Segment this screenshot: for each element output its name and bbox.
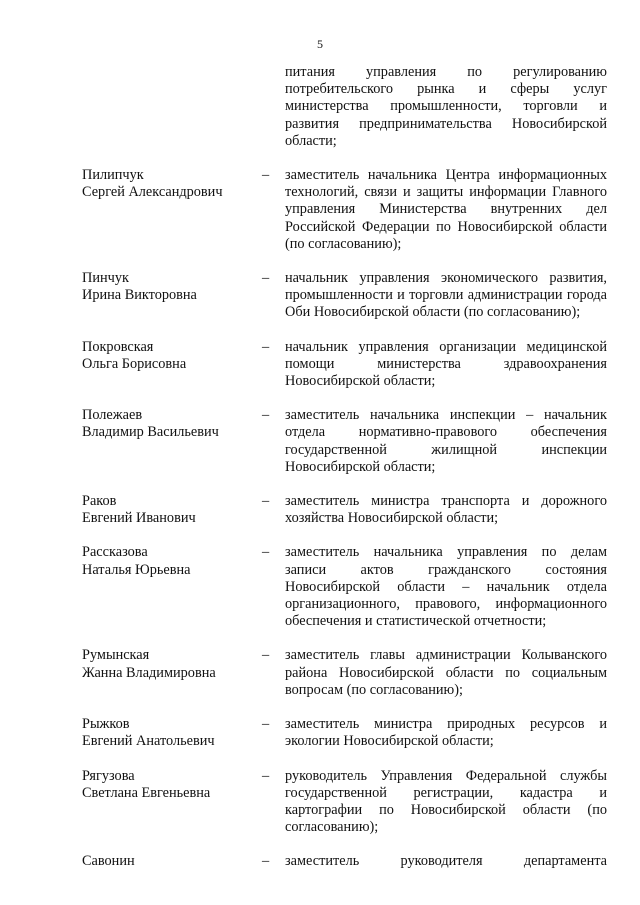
list-item xyxy=(0,716,640,750)
person-name xyxy=(82,716,257,750)
person-name xyxy=(82,339,257,373)
person-surname: Рассказова xyxy=(82,544,148,561)
entry-dash: – xyxy=(262,767,270,784)
entry-dash: – xyxy=(262,493,270,510)
list-item xyxy=(0,647,640,699)
list-item xyxy=(0,853,640,870)
person-given-names: Ирина Викторовна xyxy=(82,287,197,304)
person-name xyxy=(82,544,257,578)
person-name xyxy=(82,768,257,802)
person-given-names: Сергей Александрович xyxy=(82,184,223,201)
person-surname: Рягузова xyxy=(82,767,135,784)
person-given-names: Жанна Владимировна xyxy=(82,664,216,681)
entry-dash: – xyxy=(262,647,270,664)
member-list xyxy=(0,64,640,871)
list-item xyxy=(0,493,640,527)
person-surname: Савонин xyxy=(82,853,135,870)
person-name xyxy=(82,167,257,201)
page-number: 5 xyxy=(317,37,323,51)
person-given-names: Евгений Анатольевич xyxy=(82,733,215,750)
entry-dash: – xyxy=(262,167,270,184)
list-item xyxy=(0,768,640,837)
person-name xyxy=(82,647,257,681)
list-item xyxy=(0,407,640,476)
list-item xyxy=(0,544,640,630)
entry-dash: – xyxy=(262,338,270,355)
entry-description: заместитель начальника инспекции – начальник отдела нормативно-правового обеспечения государственной жилищной инспекции Новосибирской области; xyxy=(285,407,607,475)
entry-description: заместитель руководителя департамента xyxy=(285,853,607,870)
entry-description: начальник управления организации медицинской помощи министерства здравоохранения Новосибирской области; xyxy=(285,338,607,390)
entry-description: заместитель начальника управления по делам записи актов гражданского состояния Новосибирской области – начальник отдела организационного, правового, информационного обеспечения и статистической отчетности; xyxy=(285,544,607,630)
person-name xyxy=(82,270,257,304)
list-item xyxy=(0,270,640,322)
person-surname: Раков xyxy=(82,493,117,510)
person-given-names: Ольга Борисовна xyxy=(82,355,187,372)
person-given-names: Владимир Васильевич xyxy=(82,424,219,441)
person-given-names: Наталья Юрьевна xyxy=(82,561,191,578)
entry-dash: – xyxy=(262,407,270,424)
list-item xyxy=(0,167,640,253)
person-given-names: Светлана Евгеньевна xyxy=(82,784,211,801)
person-surname: Пинчук xyxy=(82,270,129,287)
person-given-names: Евгений Иванович xyxy=(82,510,196,527)
person-surname: Рыжков xyxy=(82,716,130,733)
person-surname: Полежаев xyxy=(82,407,143,424)
list-item-continuation xyxy=(0,64,640,150)
entry-dash: – xyxy=(262,270,270,287)
person-surname: Покровская xyxy=(82,338,154,355)
entry-description: руководитель Управления Федеральной службы государственной регистрации, кадастра и картографии по Новосибирской области (по согласованию); xyxy=(285,767,607,836)
person-surname: Румынская xyxy=(82,647,150,664)
entry-description: заместитель начальника Центра информационных технологий, связи и защиты информации Главного управления Министерства внутренних дел Российской Федерации по Новосибирской области (по согласованию); xyxy=(285,167,607,252)
entry-dash: – xyxy=(262,716,270,733)
person-surname: Пилипчук xyxy=(82,167,144,184)
entry-description: начальник управления экономического развития, промышленности и торговли администрации города Оби Новосибирской области (по согласованию); xyxy=(285,270,607,321)
person-name xyxy=(82,853,257,870)
entry-dash: – xyxy=(262,853,270,870)
list-item xyxy=(0,339,640,391)
person-name xyxy=(82,407,257,441)
person-name xyxy=(82,493,257,527)
entry-dash: – xyxy=(262,544,270,561)
entry-description: питания управления по регулированию потребительского рынка и сферы услуг министерства промышленности, торговли и развития предпринимательства Новосибирской области; xyxy=(285,64,607,149)
entry-description: заместитель министра транспорта и дорожного хозяйства Новосибирской области; xyxy=(285,493,607,527)
entry-description: заместитель министра природных ресурсов и экологии Новосибирской области; xyxy=(285,716,607,750)
entry-description: заместитель главы администрации Колыванского района Новосибирской области по социальным вопросам (по согласованию); xyxy=(285,647,607,698)
